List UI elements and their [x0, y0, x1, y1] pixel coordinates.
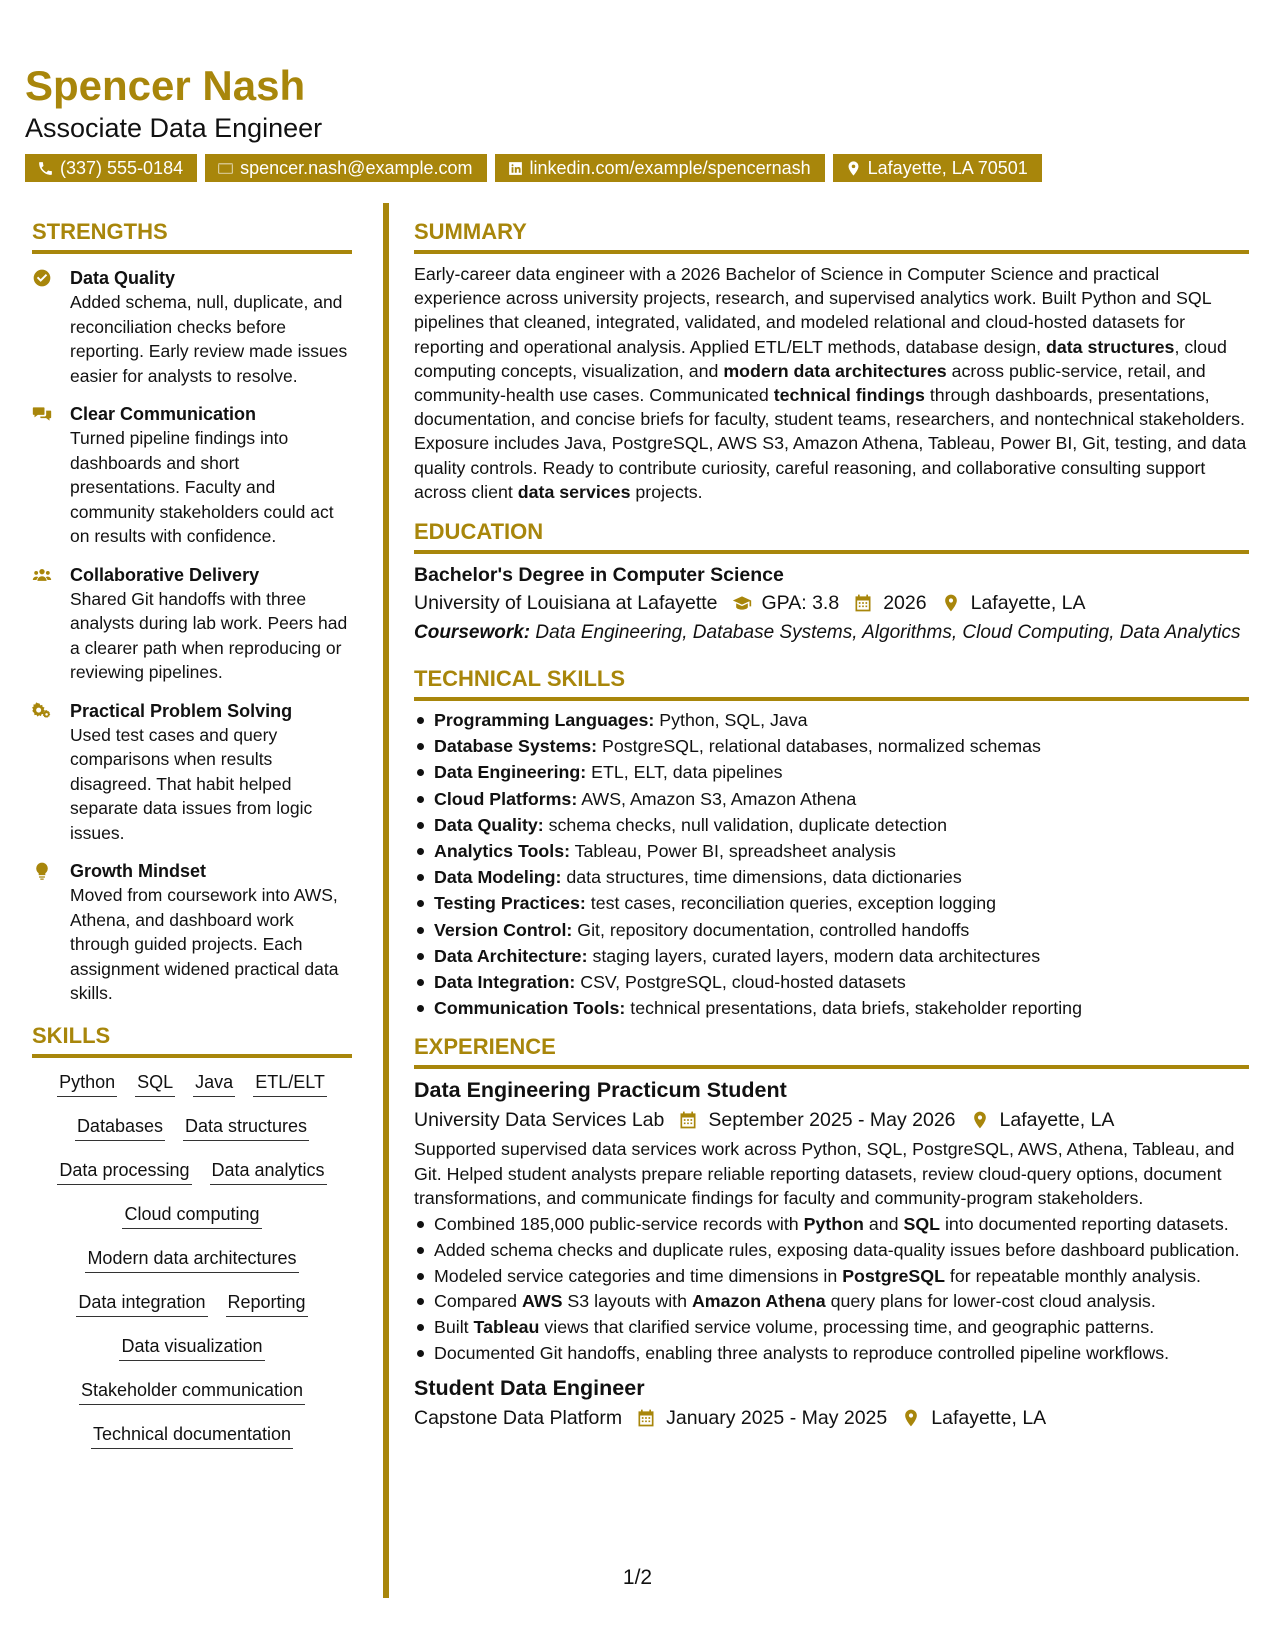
coursework-label: Coursework: — [414, 622, 531, 644]
job-description: Supported supervised data services work across Python, SQL, PostgreSQL, AWS, Athena, Tableau, and Git. Helped student analysts prepare reliable reporting datasets, review cloud-query options, document transformations, and communicate findings for faculty and community-program stakeholders. — [414, 1139, 1235, 1208]
job-org: University Data Services Lab — [414, 1109, 665, 1132]
technical-skill-value: test cases, reconciliation queries, exception logging — [585, 893, 997, 914]
skill-row — [32, 1422, 352, 1449]
technical-skill-item — [414, 812, 1249, 838]
page-number: 1/2 — [622, 1566, 653, 1589]
summary-segment: , cloud computing concepts, visualization, and — [414, 336, 1227, 381]
strength-title: Collaborative Delivery — [70, 564, 260, 585]
experience-heading: EXPERIENCE — [414, 1034, 556, 1060]
skill-tag: Data integration — [76, 1290, 207, 1317]
section-rule — [32, 1054, 352, 1058]
contact-phone[interactable] — [25, 154, 197, 182]
envelope-icon — [217, 160, 234, 177]
contact-bar — [25, 154, 1250, 182]
job-dates: September 2025 - May 2026 — [708, 1109, 956, 1132]
strength-desc: Added schema, null, duplicate, and reconciliation checks before reporting. Early review made issues easier for analysts to resolve. — [70, 292, 348, 386]
technical-skill-value: staging layers, curated layers, modern data architectures — [587, 945, 1041, 966]
skill-row — [32, 1158, 352, 1185]
calendar-icon — [853, 593, 873, 613]
degree-title: Bachelor's Degree in Computer Science — [414, 564, 784, 587]
skill-row — [32, 1290, 352, 1317]
comments-icon — [32, 404, 52, 424]
education-meta — [414, 588, 1249, 618]
section-rule — [414, 250, 1249, 254]
bullet-keyword: AWS — [521, 1291, 563, 1312]
section-rule — [414, 550, 1249, 554]
bullet-segment: query plans for lower-cost cloud analysis. — [825, 1291, 1156, 1312]
strength-title: Growth Mindset — [70, 861, 206, 881]
technical-skill-label: Communication Tools: — [434, 998, 626, 1019]
technical-skill-value: Python, SQL, Java — [654, 710, 808, 731]
bullet-segment: Modeled service categories and time dimensions in — [434, 1265, 843, 1286]
skill-tag: Python — [57, 1070, 117, 1097]
job-bullet — [414, 1238, 1249, 1262]
job-meta — [414, 1105, 1249, 1135]
technical-skill-item — [414, 917, 1249, 943]
contact-linkedin-text: linkedin.com/example/spencernash — [529, 158, 811, 178]
contact-location-text: Lafayette, LA 70501 — [867, 158, 1028, 178]
technical-skill-value: schema checks, null validation, duplicate detection — [543, 814, 947, 835]
technical-skill-label: Data Engineering: — [434, 762, 587, 783]
contact-location — [833, 154, 1042, 182]
bullet-keyword: Amazon Athena — [691, 1291, 826, 1312]
job-bullets — [414, 1212, 1249, 1365]
skill-row — [32, 1334, 352, 1361]
summary-segment: through dashboards, presentations, documentation, and concise briefs for faculty, student teams, researchers, and nontechnical stakeholders. Exposure includes Java, PostgreSQL, AWS S3, Amazon Athena, Tableau, Power BI, Git, testing, and data quality controls. Ready to contribute curiosity, careful reasoning, and collaborative consulting support across client — [414, 385, 1247, 502]
job-bullet — [414, 1264, 1249, 1288]
bullet-segment: S3 layouts with — [562, 1291, 692, 1312]
candidate-headline: Associate Data Engineer — [25, 113, 323, 143]
bullet-segment: into documented reporting datasets. — [940, 1214, 1229, 1235]
technical-skill-item — [414, 838, 1249, 864]
technical-skill-item — [414, 759, 1249, 785]
calendar-icon — [678, 1110, 698, 1130]
education-location: Lafayette, LA — [970, 592, 1086, 615]
summary-segment: across public-service, retail, and community-health use cases. Communicated — [414, 360, 1206, 406]
technical-skill-value: Git, repository documentation, controlled handoffs — [572, 919, 970, 940]
technical-skill-label: Version Control: — [434, 919, 573, 940]
school-name: University of Louisiana at Lafayette — [414, 592, 718, 615]
technical-skill-item — [414, 707, 1249, 733]
strengths-heading: STRENGTHS — [32, 219, 168, 244]
summary-segment: Early-career data engineer with a 2026 Bachelor of Science in Computer Science and practical experience across university projects, research, and supervised analytics work. Built Python and SQL pipelines that cleaned, integrated, validated, and modeled relational and cloud-hosted datasets for reporting and operational analysis. Applied ETL/ELT methods, database design, — [414, 264, 1211, 357]
bullet-keyword: Python — [803, 1214, 864, 1235]
strength-title: Data Quality — [70, 268, 176, 288]
skill-tag: Data structures — [183, 1114, 309, 1141]
summary-keyword: data services — [517, 481, 631, 502]
technical-skill-value: ETL, ELT, data pipelines — [586, 762, 783, 783]
technical-skill-label: Testing Practices: — [434, 893, 586, 914]
job-title: Data Engineering Practicum Student — [414, 1078, 787, 1103]
contact-phone-text: (337) 555-0184 — [60, 158, 184, 178]
bullet-segment: Documented Git handoffs, enabling three analysts to reproduce controlled pipeline workflows. — [434, 1343, 1170, 1364]
skill-tag: Modern data architectures — [85, 1246, 298, 1273]
technical-skill-value: technical presentations, data briefs, stakeholder reporting — [625, 998, 1082, 1019]
job-bullet — [414, 1315, 1249, 1339]
skills-tags — [32, 1070, 352, 1449]
bullet-segment: Compared — [434, 1291, 522, 1312]
technical-skill-label: Programming Languages: — [434, 710, 655, 731]
skill-tag: Stakeholder communication — [79, 1378, 305, 1405]
strength-desc: Turned pipeline findings into dashboards and short presentations. Faculty and community stakeholders could act on results with confidence. — [70, 428, 334, 546]
strength-item — [32, 266, 352, 388]
resume-header — [25, 62, 1250, 182]
strength-item — [32, 699, 352, 846]
technical-skill-value: PostgreSQL, relational databases, normalized schemas — [597, 736, 1041, 757]
phone-icon — [37, 160, 54, 177]
skill-tag: Data analytics — [210, 1158, 327, 1185]
skill-row — [32, 1114, 352, 1141]
technical-skill-value: Tableau, Power BI, spreadsheet analysis — [570, 841, 896, 862]
strength-title: Clear Communication — [70, 404, 257, 424]
job-bullet — [414, 1212, 1249, 1236]
technical-skill-item — [414, 864, 1249, 890]
skill-tag: Data processing — [57, 1158, 191, 1185]
technical-skill-item — [414, 943, 1249, 969]
skill-tag: Cloud computing — [122, 1202, 261, 1229]
strength-item — [32, 859, 352, 1006]
summary-segment: projects. — [630, 481, 703, 502]
technical-skill-item — [414, 786, 1249, 812]
linkedin-icon — [507, 160, 524, 177]
technical-skill-value: data structures, time dimensions, data dictionaries — [561, 867, 962, 888]
map-marker-icon — [970, 1110, 990, 1130]
contact-linkedin[interactable] — [495, 154, 825, 182]
summary-text — [414, 262, 1249, 504]
summary-keyword: technical findings — [773, 385, 925, 406]
summary-heading: SUMMARY — [414, 219, 527, 244]
strength-desc: Shared Git handoffs with three analysts during lab work. Peers had a clearer path when reproducing or reviewing pipelines. — [70, 588, 348, 682]
technical-skills-list — [414, 707, 1249, 1021]
job-bullet — [414, 1341, 1249, 1365]
technical-skill-item — [414, 733, 1249, 759]
technical-skill-item — [414, 969, 1249, 995]
bullet-segment: Built — [434, 1317, 474, 1338]
bullet-segment: Combined 185,000 public-service records with — [434, 1214, 804, 1235]
job-bullet — [414, 1289, 1249, 1313]
coursework — [414, 620, 1249, 645]
skill-tag: SQL — [135, 1070, 175, 1097]
technical-skill-item — [414, 995, 1249, 1021]
skill-tag: ETL/ELT — [253, 1070, 327, 1097]
skill-tag: Databases — [75, 1114, 165, 1141]
left-column — [32, 218, 352, 1466]
job-location: Lafayette, LA — [999, 1109, 1115, 1132]
strength-title: Practical Problem Solving — [70, 700, 293, 721]
bullet-keyword: Tableau — [473, 1317, 540, 1338]
gpa: GPA: 3.8 — [761, 592, 840, 615]
graduation-year: 2026 — [883, 592, 927, 615]
technical-skills-heading: TECHNICAL SKILLS — [414, 666, 626, 692]
education-heading: EDUCATION — [414, 519, 544, 545]
section-rule — [32, 250, 352, 254]
section-rule — [414, 1065, 1249, 1069]
skill-tag: Java — [193, 1070, 235, 1097]
bullet-segment: for repeatable monthly analysis. — [944, 1265, 1201, 1286]
skill-row — [32, 1246, 352, 1273]
technical-skill-label: Data Architecture: — [434, 945, 588, 966]
gears-icon — [32, 701, 52, 721]
calendar-icon — [636, 1408, 656, 1428]
bullet-segment: Added schema checks and duplicate rules, exposing data-quality issues before dashboard publication. — [434, 1239, 1240, 1260]
strength-desc: Used test cases and query comparisons when results disagreed. That habit helped separate data issues from logic issues. — [70, 724, 313, 843]
bullet-keyword: SQL — [903, 1214, 941, 1235]
users-icon — [32, 565, 52, 585]
technical-skill-label: Data Integration: — [434, 972, 576, 993]
graduation-cap-icon — [732, 593, 752, 613]
job-title: Student Data Engineer — [414, 1376, 645, 1401]
technical-skill-item — [414, 890, 1249, 916]
check-circle-icon — [32, 268, 52, 288]
technical-skill-value: CSV, PostgreSQL, cloud-hosted datasets — [575, 972, 906, 993]
strength-desc: Moved from coursework into AWS, Athena, and dashboard work through guided projects. Each assignment widened practical data skills. — [70, 885, 339, 1003]
technical-skill-label: Database Systems: — [434, 736, 598, 757]
lightbulb-icon — [32, 861, 52, 881]
bullet-keyword: PostgreSQL — [842, 1265, 945, 1286]
coursework-list: Data Engineering, Database Systems, Algorithms, Cloud Computing, Data Analytics — [530, 622, 1241, 644]
technical-skill-value: AWS, Amazon S3, Amazon Athena — [577, 788, 857, 809]
skill-tag: Technical documentation — [91, 1422, 293, 1449]
summary-keyword: data structures — [1045, 336, 1175, 357]
column-divider — [383, 203, 389, 1598]
job-meta — [414, 1403, 1249, 1433]
bullet-segment: views that clarified service volume, processing time, and geographic patterns. — [539, 1317, 1155, 1338]
skill-row — [32, 1378, 352, 1405]
skill-tag: Reporting — [226, 1290, 308, 1317]
technical-skill-label: Cloud Platforms: — [434, 788, 578, 809]
job-org: Capstone Data Platform — [414, 1407, 623, 1430]
contact-email-text: spencer.nash@example.com — [240, 158, 473, 178]
right-column — [414, 218, 1249, 1433]
skill-row — [32, 1202, 352, 1229]
technical-skill-label: Analytics Tools: — [434, 841, 571, 862]
job-location: Lafayette, LA — [931, 1407, 1047, 1430]
summary-keyword: modern data architectures — [723, 360, 947, 381]
technical-skill-label: Data Modeling: — [434, 867, 562, 888]
map-marker-icon — [845, 160, 862, 177]
bullet-segment: and — [863, 1214, 904, 1235]
strength-item — [32, 563, 352, 685]
skill-tag: Data visualization — [119, 1334, 264, 1361]
skills-heading: SKILLS — [32, 1022, 111, 1048]
job-dates: January 2025 - May 2025 — [666, 1407, 888, 1430]
strength-item — [32, 402, 352, 549]
candidate-name: Spencer Nash — [25, 62, 306, 109]
section-rule — [414, 697, 1249, 701]
skill-row — [32, 1070, 352, 1097]
map-marker-icon — [941, 593, 961, 613]
contact-email[interactable] — [205, 154, 486, 182]
map-marker-icon — [901, 1408, 921, 1428]
technical-skill-label: Data Quality: — [434, 814, 544, 835]
